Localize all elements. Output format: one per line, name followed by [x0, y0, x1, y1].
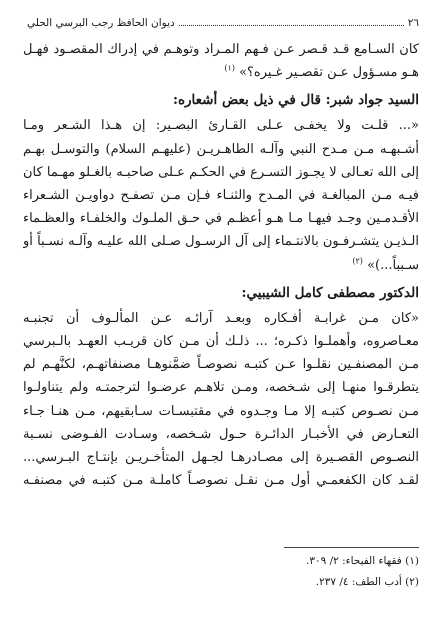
paragraph-1 — [23, 38, 419, 84]
paragraph-3 — [23, 307, 419, 493]
footnote-1: (١) فقهاء الفيحاء: ٢/ ٣٠٩. — [305, 555, 419, 567]
footnote-separator — [284, 547, 419, 548]
text-line: هـو مسـؤول عـن تقصـير غـيره؟» $^{(١)}$ — [224, 63, 419, 81]
footnote-ref-2: (٢) — [352, 256, 363, 266]
footnote-2: (٢) أدب الطف: ٤/ ٢٣٧. — [315, 576, 419, 588]
page-body — [23, 38, 419, 492]
text-line: إلى الله تعـالى لا يجـوز التسـرع في الحكـم عـلى صاحبـه بالغـلو مهـما كان — [23, 164, 419, 180]
running-head — [23, 14, 419, 30]
paragraph-2 — [23, 114, 419, 276]
text-line: الـذيـن يتشـرفـون بالانتـماء إلى آل الرسـول صـلى الله عليـه وآلـه نسـباً أو — [23, 234, 419, 250]
book-title: ديوان الحافظ رجب البرسي الحلي — [27, 17, 175, 29]
footnotes — [23, 547, 419, 590]
text-line: يتطرقـوا منهـا إلى شـخصه، ومـن تلاهـم عرضـوا لترجمتـه ولم يتناولـوا — [23, 380, 419, 396]
dotted-leader — [179, 25, 404, 26]
text-line: معـاصروه، وأهملـوا ذكـره؛ ... ذلـك أن مـن كان قريـب العهـد بالـبرسي — [23, 334, 419, 350]
text-line: أشـبهـه مـن مـدح النبي وآلـه الطاهـريـن (عليهـم السلام) والتوسـل بهـم — [23, 141, 419, 157]
text-line: مـن المصنفـين نقلـوا عـن كتبـه نصوصـاً ضمَّنوهـا مصنفاتهـم، لكنَّهـم لم — [23, 357, 419, 373]
footnote-ref-1: (١) — [224, 63, 235, 73]
section-heading-shaibi: الدكتور مصطفى كامل الشيبيي: — [241, 284, 419, 301]
text-line: فيـه مـن المبالغـة في المـدح والثنـاء فـإن مـن تصفـح دواويـن الشـعراء — [23, 188, 419, 204]
text-line: النصـوص القصـيرة إلى مصـادرهـا لجـهل المتأخـريـن بإنتـاج البـرسي... — [23, 450, 419, 466]
text-line: سـبباً...)» $^{(٢)}$ — [352, 256, 419, 273]
text-line: لقـد كان الكفعمـي أول مـن نقـل نصوصـاً كاملـة مـن كتبـه في مصنفـه — [23, 473, 419, 489]
text-line: كان السـامع قـد قـصر عـن فـهم المـراد وتوهـم في إدراك المقصـود فهـل — [23, 42, 419, 57]
text-line: التعـارض في الأخبـار الدائـرة حـول شـخصه، وسـادت الفـوضى نسـبة — [23, 426, 419, 442]
text-line: الأقـدمـين وجـد فيهـا مـا هـو أعظـم في حـق الملـوك والخلفـاء والعظـماء — [23, 211, 419, 227]
section-heading-shubbar: السيد جواد شبر: قال في ذيل بعض أشعاره: — [172, 92, 419, 109]
text-line: «كان مـن غرابـة أفـكاره وبعـد آرائـه عـن المألـوف أن تجنبـه — [23, 310, 419, 326]
text-line: مـن نصـوص كتبـه إلا مـا وجـدوه في مقتبسـات سـابقيهم، مـن هنـا جـاء — [23, 403, 419, 419]
page-number: ٢٦ — [407, 17, 419, 29]
text-line: «... قلـت ولا يخفـى عـلى القـارئ البصـير: إن هـذا الشـعر ومـا — [23, 118, 419, 134]
